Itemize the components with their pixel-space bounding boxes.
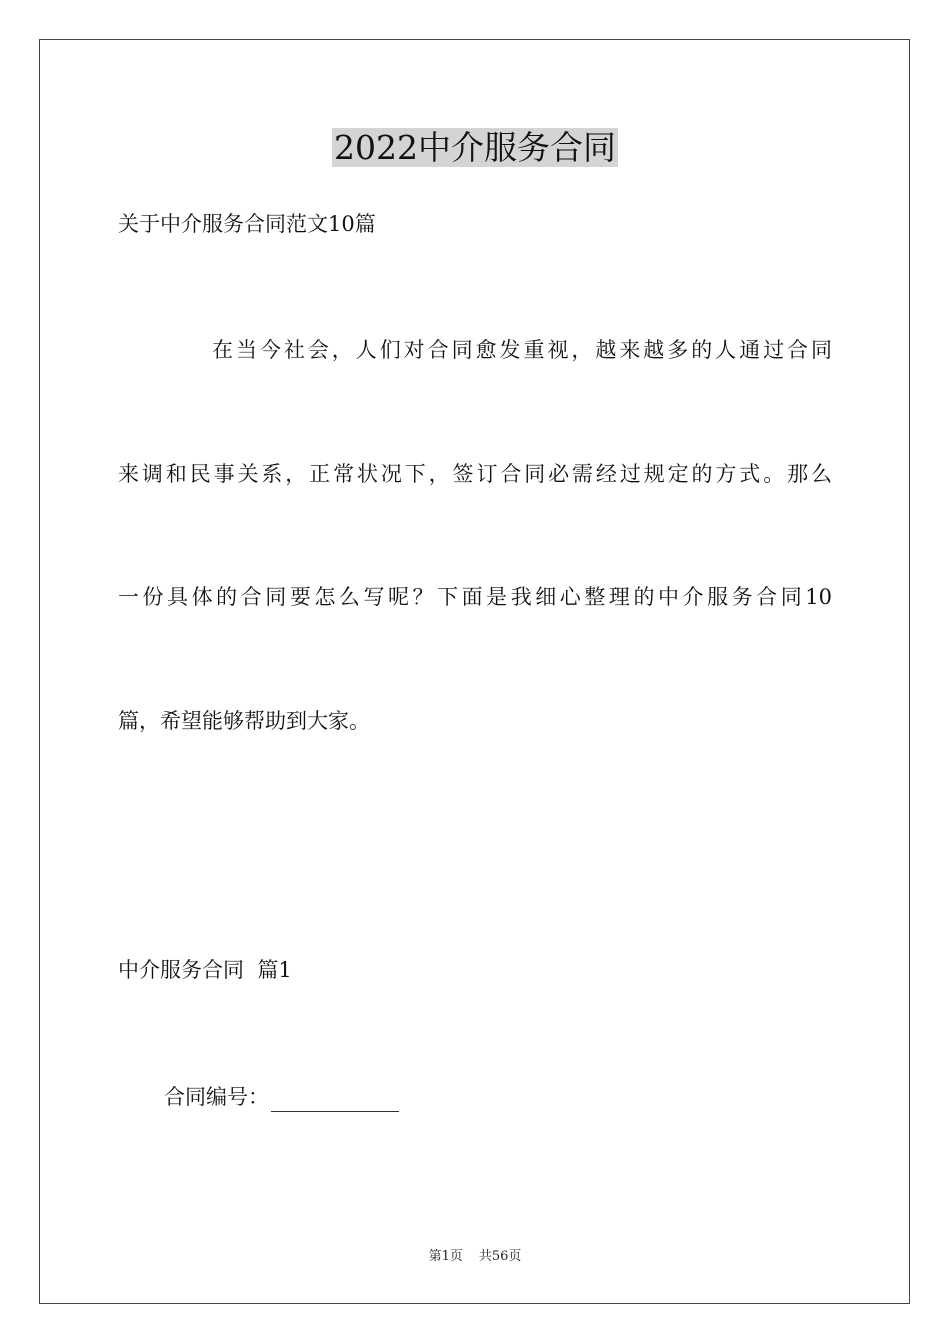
document-title [0, 126, 950, 170]
page-number-total: 共56页 [478, 1249, 522, 1264]
section-heading: 中介服务合同 篇1 [118, 958, 292, 982]
document-title-text: 2022中介服务合同 [334, 128, 616, 167]
page-footer [0, 1248, 950, 1266]
contract-number-row [164, 1082, 399, 1112]
paragraph-line-2: 来调和民事关系，正常状况下，签订合同必需经过规定的方式。那么 [118, 462, 832, 486]
contract-number-blank [271, 1089, 399, 1112]
paragraph-line-1: 在当今社会，人们对合同愈发重视，越来越多的人通过合同 [212, 338, 832, 362]
paragraph-line-3: 一份具体的合同要怎么写呢？下面是我细心整理的中介服务合同10 [118, 585, 832, 609]
page-number-current: 第1页 [428, 1249, 463, 1264]
paragraph-line-4: 篇，希望能够帮助到大家。 [118, 709, 370, 733]
contract-number-label: 合同编号： [164, 1085, 269, 1109]
document-subtitle: 关于中介服务合同范文10篇 [118, 212, 376, 236]
